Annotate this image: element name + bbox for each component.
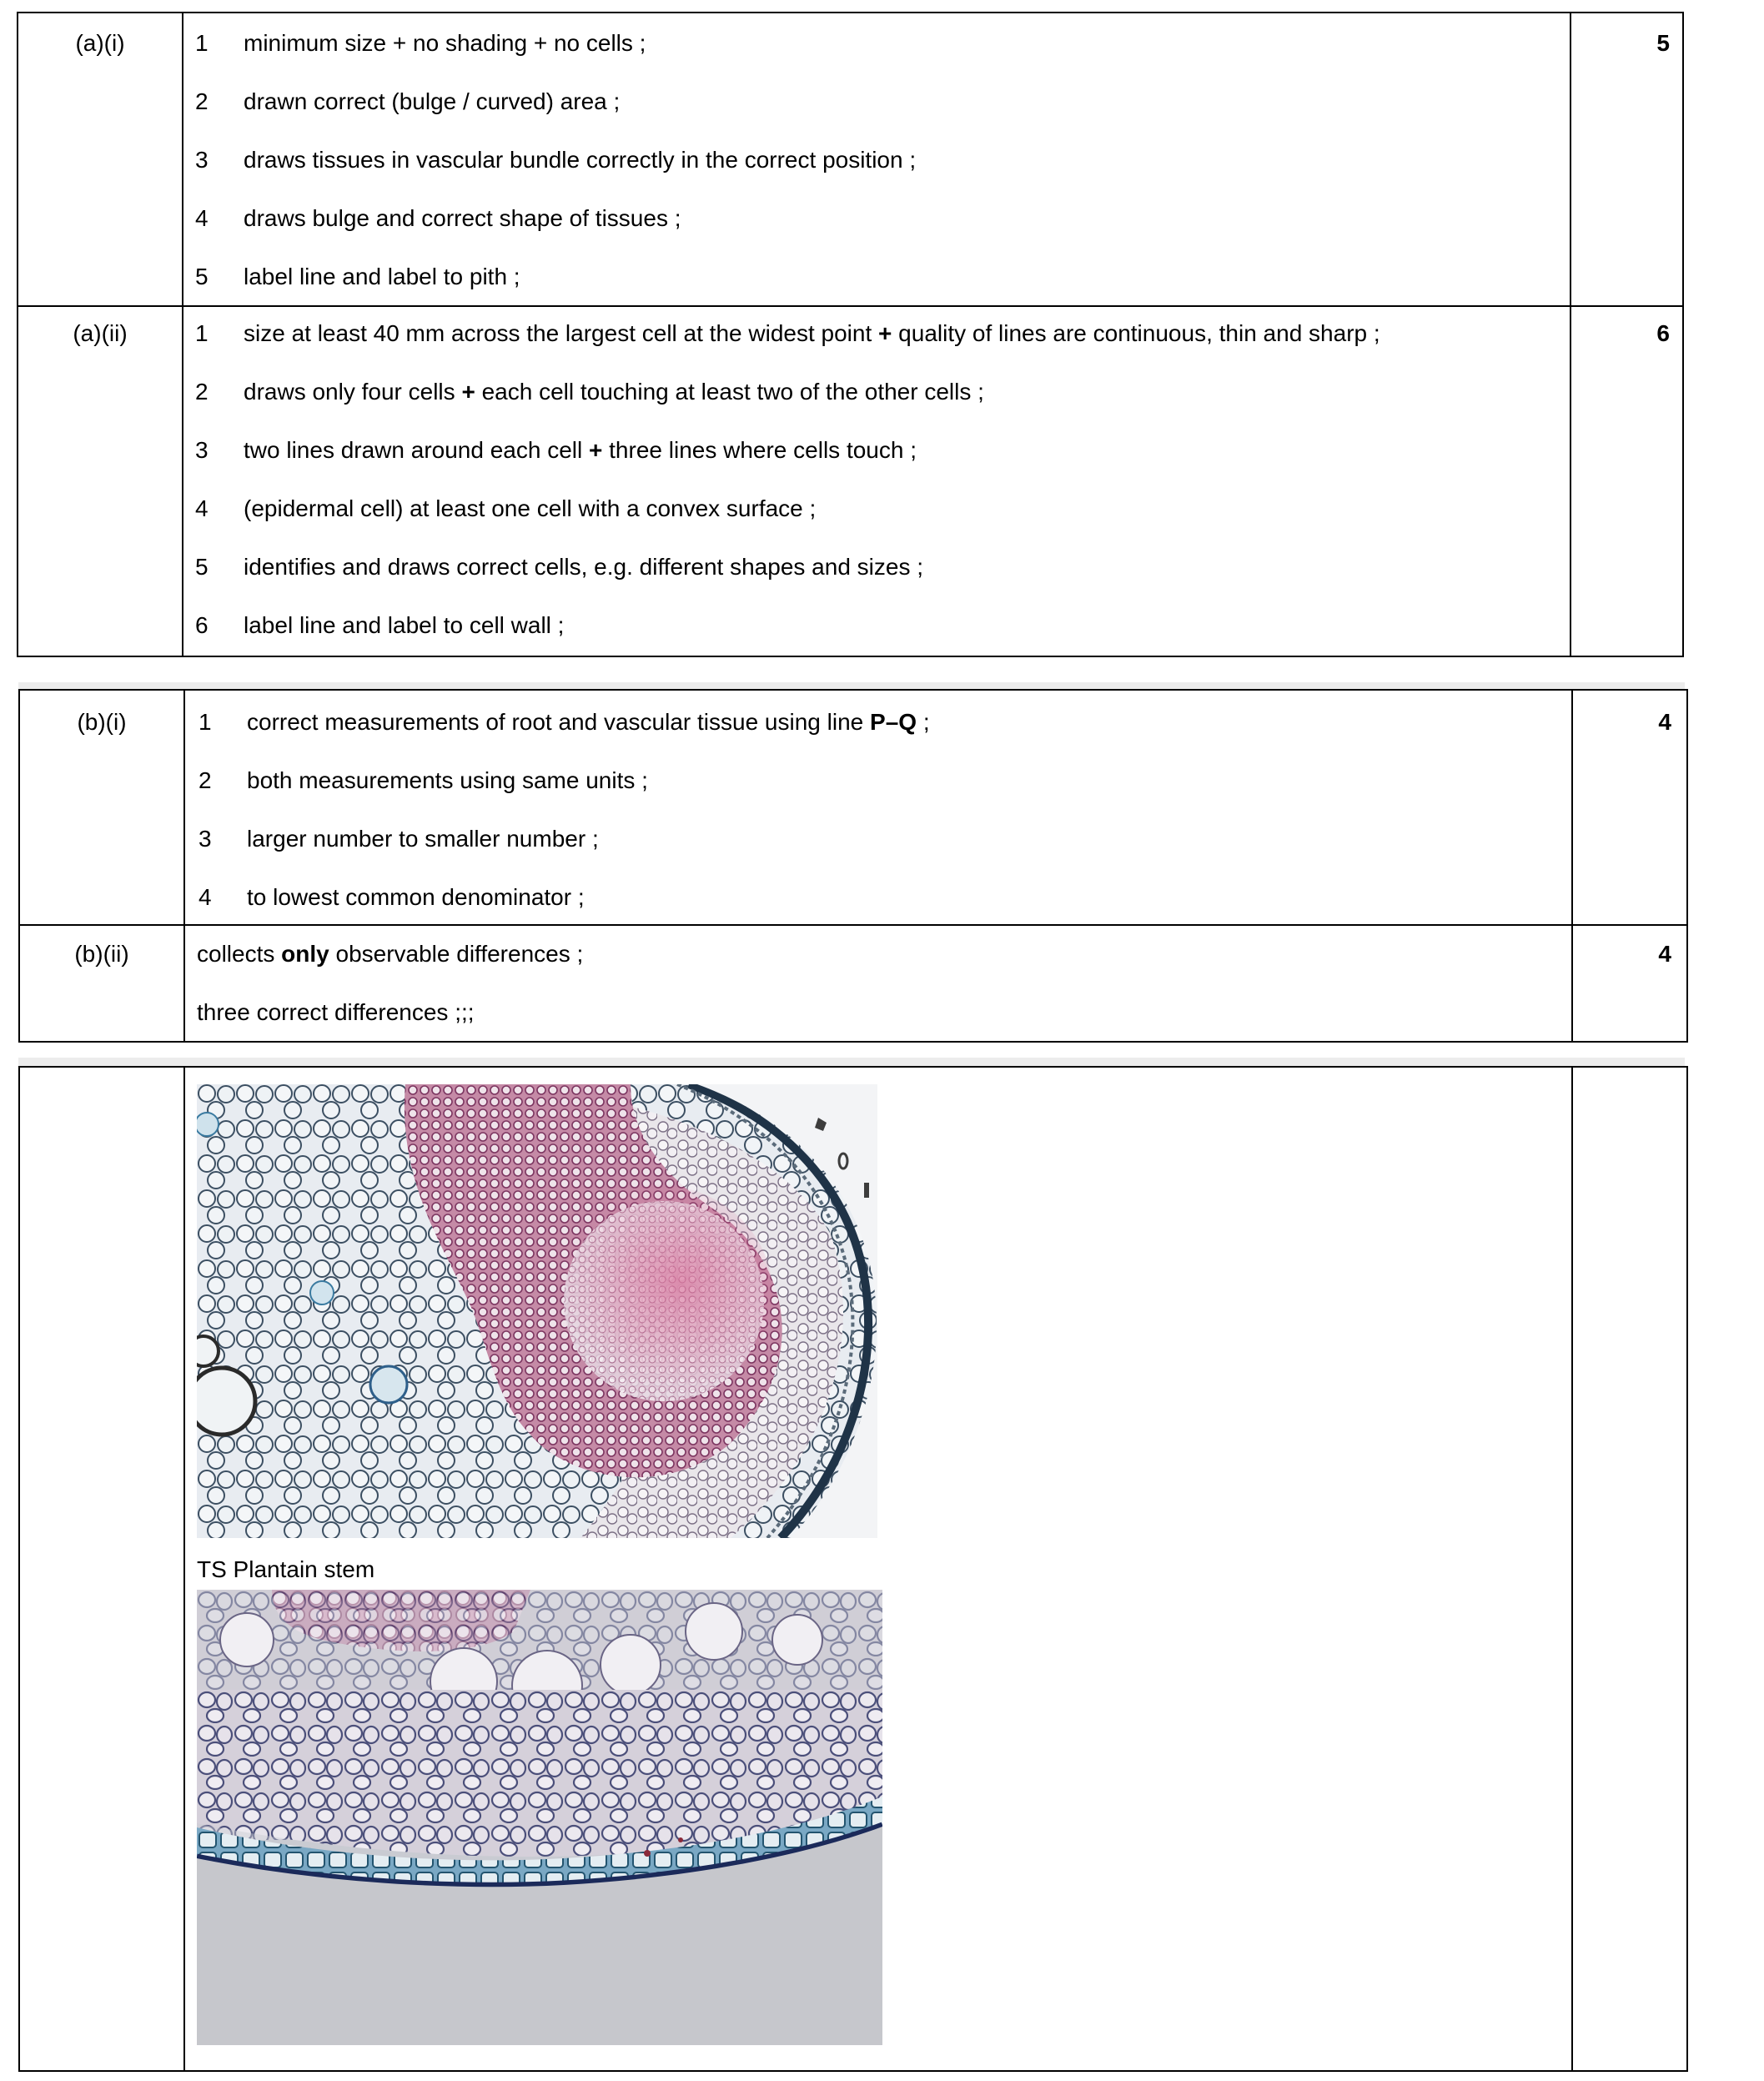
marks-a-ii: 6 <box>1656 320 1670 346</box>
question-label-b-i: (b)(i) <box>77 709 127 735</box>
list-item: collects only observable differences ; <box>197 941 584 967</box>
question-label-a-ii: (a)(ii) <box>73 320 128 346</box>
micrograph-table <box>18 1066 1688 2072</box>
row-divider <box>20 924 1686 926</box>
column-divider <box>183 1068 185 2070</box>
marks-b-i: 4 <box>1658 709 1671 735</box>
row-divider <box>18 305 1682 307</box>
column-divider <box>182 13 183 656</box>
list-item: three correct differences ;;; <box>197 999 475 1025</box>
micrograph-caption: TS Plantain stem <box>197 1556 375 1582</box>
marks-a-i: 5 <box>1656 30 1670 56</box>
mark-scheme-table-a: (a)(i) 5 1 minimum size + no shading + no cells ; 2 drawn correct (bulge / curved) area ; 3 draws tissues in vascular bundle correctly in the correct position ; 4 draws bulge and correct shape of tissues ; 5 label line and label to pith ; (a)(ii) 6 1 size at least 40 mm across the largest cell at the widest point + quality of lines are continuous, thin and sharp ; 2 draws only four cells + each cell touching at least two of the other cells ; 3 two lines drawn around each cell + three lines where cells touch ; 4 (epidermal cell) at least one cell with a convex surface ; 5 identifies and draws correct cells, e.g. different shapes and sizes ; 6 label line and label to cell wall ; <box>17 12 1684 657</box>
micrograph-vascular-bundle <box>197 1084 877 1538</box>
column-divider <box>1571 1068 1573 2070</box>
column-divider <box>1571 691 1573 1041</box>
question-label-a-i: (a)(i) <box>75 30 125 56</box>
marks-b-ii: 4 <box>1658 941 1671 967</box>
micrograph-epidermis <box>197 1590 882 2045</box>
page-break-strip <box>18 1058 1685 1066</box>
mark-scheme-table-b: (b)(i) 4 1 correct measurements of root and vascular tissue using line P–Q ; 2 both measurements using same units ; 3 larger number to smaller number ; 4 to lowest common denominator ; (b)(ii) 4 collects only observable differences ; three correct differences ;;; <box>18 689 1688 1043</box>
column-divider <box>183 691 185 1041</box>
question-label-b-ii: (b)(ii) <box>74 941 129 967</box>
